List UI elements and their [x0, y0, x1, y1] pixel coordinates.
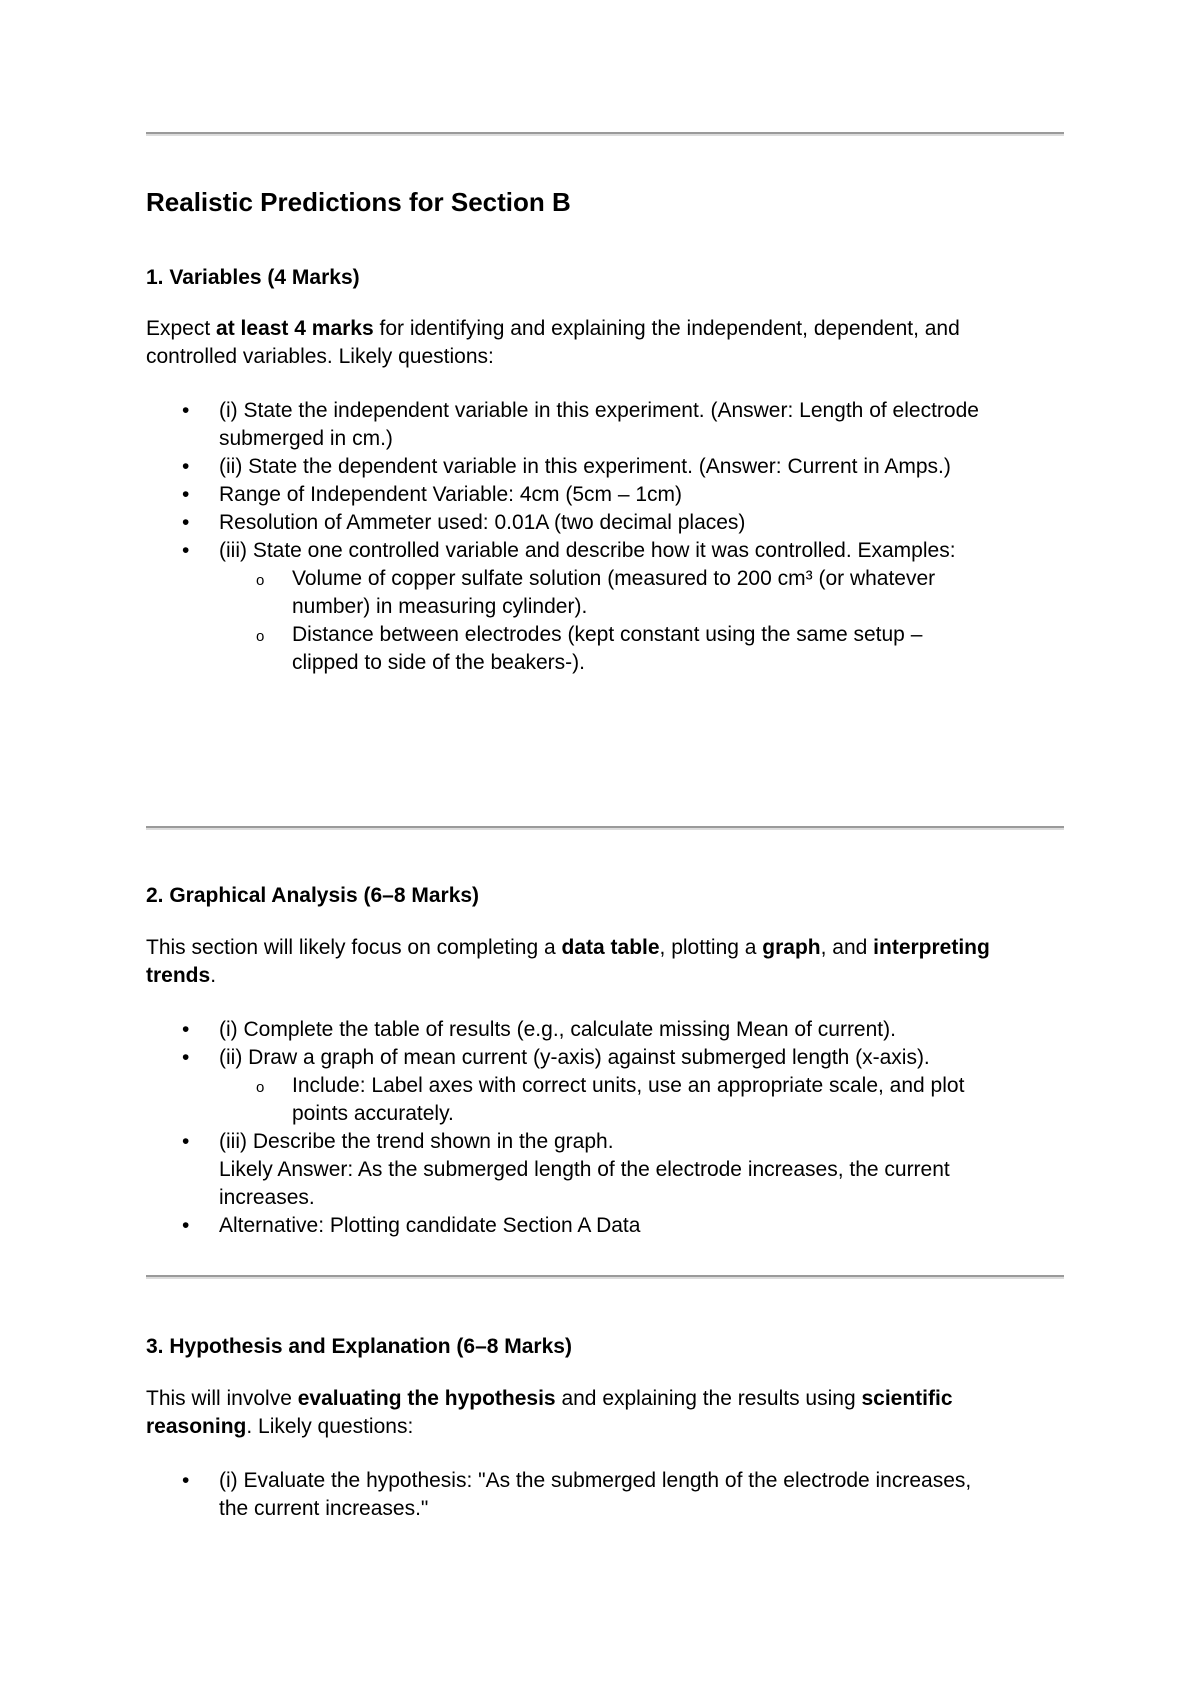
list-item: o Distance between electrodes (kept constant using the same setup – clipped to side of the beakers-). [256, 623, 923, 674]
list-item: o Include: Label axes with correct units, use an appropriate scale, and plot points accurately. [256, 1074, 965, 1125]
list-item: • (i) Complete the table of results (e.g., calculate missing Mean of current). [182, 1018, 896, 1041]
section-intro: Expect at least 4 marks for identifying and explaining the independent, dependent, and controlled variables. Likely questions: [146, 317, 960, 368]
horizontal-rule [146, 1275, 1064, 1279]
list-item: • (i) State the independent variable in this experiment. (Answer: Length of electrode submerged in cm.) [182, 399, 979, 450]
hypothesis-list [146, 1467, 1046, 1523]
list-item: • (i) Evaluate the hypothesis: "As the submerged length of the electrode increases, the current increases." [182, 1469, 972, 1520]
examples-list [219, 565, 979, 677]
list-item: • (ii) State the dependent variable in this experiment. (Answer: Current in Amps.) [182, 455, 951, 478]
list-item: o Volume of copper sulfate solution (measured to 200 cm³ (or whatever number) in measuring cylinder). [256, 567, 936, 618]
list-item: • Alternative: Plotting candidate Section A Data [182, 1214, 641, 1237]
section-graphical-analysis [146, 882, 1064, 1240]
list-item: • (iii) State one controlled variable and describe how it was controlled. Examples: o Volume of copper sulfate solution (measured to 200 cm³ (or whatever number) in measuring cylinder). o Distance between electrodes (kept constant using the same setup – clipped to side of the beakers-). [146, 537, 979, 677]
section-heading: 3. Hypothesis and Explanation (6–8 Marks) [146, 1335, 572, 1358]
section-b-block [146, 186, 1064, 218]
horizontal-rule [146, 132, 1064, 136]
list-item: • Resolution of Ammeter used: 0.01A (two decimal places) [182, 511, 746, 534]
horizontal-rule [146, 826, 1064, 830]
section-intro: This section will likely focus on completing a data table, plotting a graph, and interpreting trends. [146, 936, 990, 987]
section-heading: 2. Graphical Analysis (6–8 Marks) [146, 884, 480, 907]
list-item: • (ii) Draw a graph of mean current (y-axis) against submerged length (x-axis). o Include: Label axes with correct units, use an appropriate scale, and plot points accurately. [146, 1044, 1064, 1128]
section-variables [146, 264, 1064, 677]
include-list [219, 1072, 1064, 1128]
section-heading: 1. Variables (4 Marks) [146, 266, 360, 289]
section-hypothesis [146, 1333, 1064, 1523]
variables-list [146, 397, 1046, 677]
section-intro: This will involve evaluating the hypothesis and explaining the results using scientific reasoning. Likely questions: [146, 1387, 953, 1438]
list-item: • Range of Independent Variable: 4cm (5cm – 1cm) [182, 483, 683, 506]
graphical-list [146, 1016, 1064, 1240]
list-item: • (iii) Describe the trend shown in the graph. Likely Answer: As the submerged length of the electrode increases, the current increases. [182, 1130, 950, 1209]
page-title: Realistic Predictions for Section B [146, 187, 571, 217]
